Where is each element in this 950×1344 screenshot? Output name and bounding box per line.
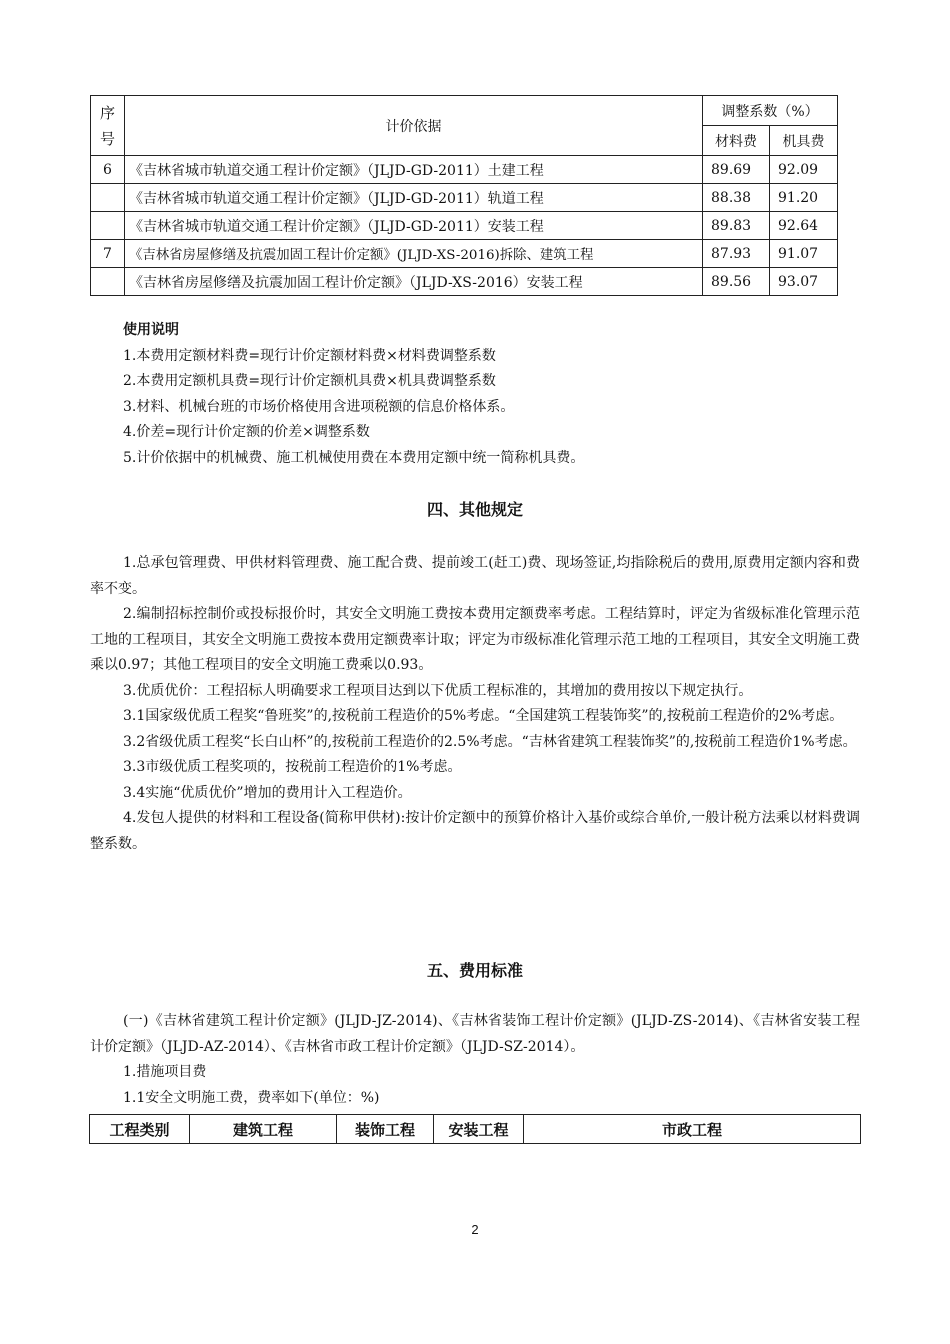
section-5-title: 五、费用标准 bbox=[426, 961, 523, 980]
table-row bbox=[91, 156, 838, 184]
page-number: 2 bbox=[471, 1222, 479, 1237]
row-machine: 93.07 bbox=[770, 268, 838, 296]
paragraph: 3.优质优价：工程招标人明确要求工程项目达到以下优质工程标准的，其增加的费用按以下规定执行。 bbox=[123, 682, 753, 699]
paragraph: 2.编制招标控制价或投标报价时，其安全文明施工费按本费用定额费率考虑。工程结算时，评定为省级标准化管理示范工地的工程项目，其安全文明施工费按本费用定额费率计取；评定为市级标准化管理示范工地的工程项目，其安全文明施工费乘以0.97；其他工程项目的安全文明施工费乘以0.93。 bbox=[90, 606, 860, 673]
adjustment-coefficient-table bbox=[90, 95, 838, 296]
row-machine: 92.09 bbox=[770, 156, 838, 184]
row-seq bbox=[91, 212, 125, 240]
header-municipal: 市政工程 bbox=[524, 1115, 861, 1144]
paragraph: 3.3市级优质工程奖项的，按税前工程造价的1%考虑。 bbox=[123, 759, 462, 775]
row-material: 88.38 bbox=[703, 184, 770, 212]
row-material: 89.83 bbox=[703, 212, 770, 240]
paragraph: 3.1国家级优质工程奖“鲁班奖”的,按税前工程造价的5%考虑。“全国建筑工程装饰奖”的,按税前工程造价的2%考虑。 bbox=[123, 708, 844, 724]
basis-header: 计价依据 bbox=[125, 96, 703, 156]
header-building: 建筑工程 bbox=[190, 1115, 337, 1144]
section-4-body bbox=[90, 551, 860, 857]
row-seq bbox=[91, 184, 125, 212]
row-machine: 92.64 bbox=[770, 212, 838, 240]
usage-notes-title: 使用说明 bbox=[123, 322, 179, 338]
table-header-row bbox=[90, 1115, 861, 1144]
paragraph: 4.发包人提供的材料和工程设备(简称甲供材):按计价定额中的预算价格计入基价或综合单价,一般计税方法乘以材料费调整系数。 bbox=[90, 810, 860, 852]
section-4-title: 四、其他规定 bbox=[426, 500, 523, 519]
header-category: 工程类别 bbox=[90, 1115, 190, 1144]
header-decoration: 装饰工程 bbox=[337, 1115, 434, 1144]
paragraph: 1.1安全文明施工费，费率如下(单位：%) bbox=[123, 1089, 380, 1106]
note-item: 2.本费用定额机具费=现行计价定额机具费×机具费调整系数 bbox=[123, 373, 496, 389]
header-installation: 安装工程 bbox=[434, 1115, 524, 1144]
coef-header: 调整系数（%） bbox=[703, 96, 838, 126]
paragraph: 1.总承包管理费、甲供材料管理费、施工配合费、提前竣工(赶工)费、现场签证,均指除税后的费用,原费用定额内容和费率不变。 bbox=[90, 555, 860, 597]
table-row bbox=[91, 240, 838, 268]
table-row bbox=[91, 212, 838, 240]
row-basis: 《吉林省城市轨道交通工程计价定额》（JLJD-GD-2011）安装工程 bbox=[125, 212, 703, 240]
row-seq: 7 bbox=[91, 240, 125, 268]
row-machine: 91.20 bbox=[770, 184, 838, 212]
note-item: 4.价差=现行计价定额的价差×调整系数 bbox=[123, 424, 370, 440]
row-basis: 《吉林省房屋修缮及抗震加固工程计价定额》(JLJD-XS-2016)拆除、建筑工程 bbox=[125, 240, 703, 268]
paragraph: 3.4实施“优质优价”增加的费用计入工程造价。 bbox=[123, 784, 412, 801]
row-seq: 6 bbox=[91, 156, 125, 184]
row-material: 87.93 bbox=[703, 240, 770, 268]
paragraph: 3.2省级优质工程奖“长白山杯”的,按税前工程造价的2.5%考虑。“吉林省建筑工程装饰奖”的,按税前工程造价1%考虑。 bbox=[123, 733, 857, 750]
row-seq bbox=[91, 268, 125, 296]
table-row bbox=[91, 184, 838, 212]
row-basis: 《吉林省城市轨道交通工程计价定额》（JLJD-GD-2011）土建工程 bbox=[125, 156, 703, 184]
row-basis: 《吉林省城市轨道交通工程计价定额》（JLJD-GD-2011）轨道工程 bbox=[125, 184, 703, 212]
section-5-body bbox=[90, 1009, 860, 1111]
material-header: 材料费 bbox=[703, 126, 770, 156]
fee-rate-table bbox=[89, 1114, 861, 1144]
paragraph: 1.措施项目费 bbox=[123, 1064, 207, 1080]
note-item: 5.计价依据中的机械费、施工机械使用费在本费用定额中统一简称机具费。 bbox=[123, 449, 585, 466]
row-machine: 91.07 bbox=[770, 240, 838, 268]
seq-header: 序 号 bbox=[91, 96, 125, 156]
paragraph: (一)《吉林省建筑工程计价定额》(JLJD-JZ-2014)、《吉林省装饰工程计价定额》(JLJD-ZS-2014)、《吉林省安装工程计价定额》（JLJD-AZ-2014）、《吉林省市政工程计价定额》（JLJD-SZ-2014）。 bbox=[90, 1013, 860, 1055]
row-material: 89.69 bbox=[703, 156, 770, 184]
usage-notes bbox=[123, 318, 584, 471]
machine-header: 机具费 bbox=[770, 126, 838, 156]
note-item: 1.本费用定额材料费=现行计价定额材料费×材料费调整系数 bbox=[123, 347, 496, 364]
table-row bbox=[91, 268, 838, 296]
note-item: 3.材料、机械台班的市场价格使用含进项税额的信息价格体系。 bbox=[123, 398, 515, 415]
row-material: 89.56 bbox=[703, 268, 770, 296]
row-basis: 《吉林省房屋修缮及抗震加固工程计价定额》（JLJD-XS-2016）安装工程 bbox=[125, 268, 703, 296]
